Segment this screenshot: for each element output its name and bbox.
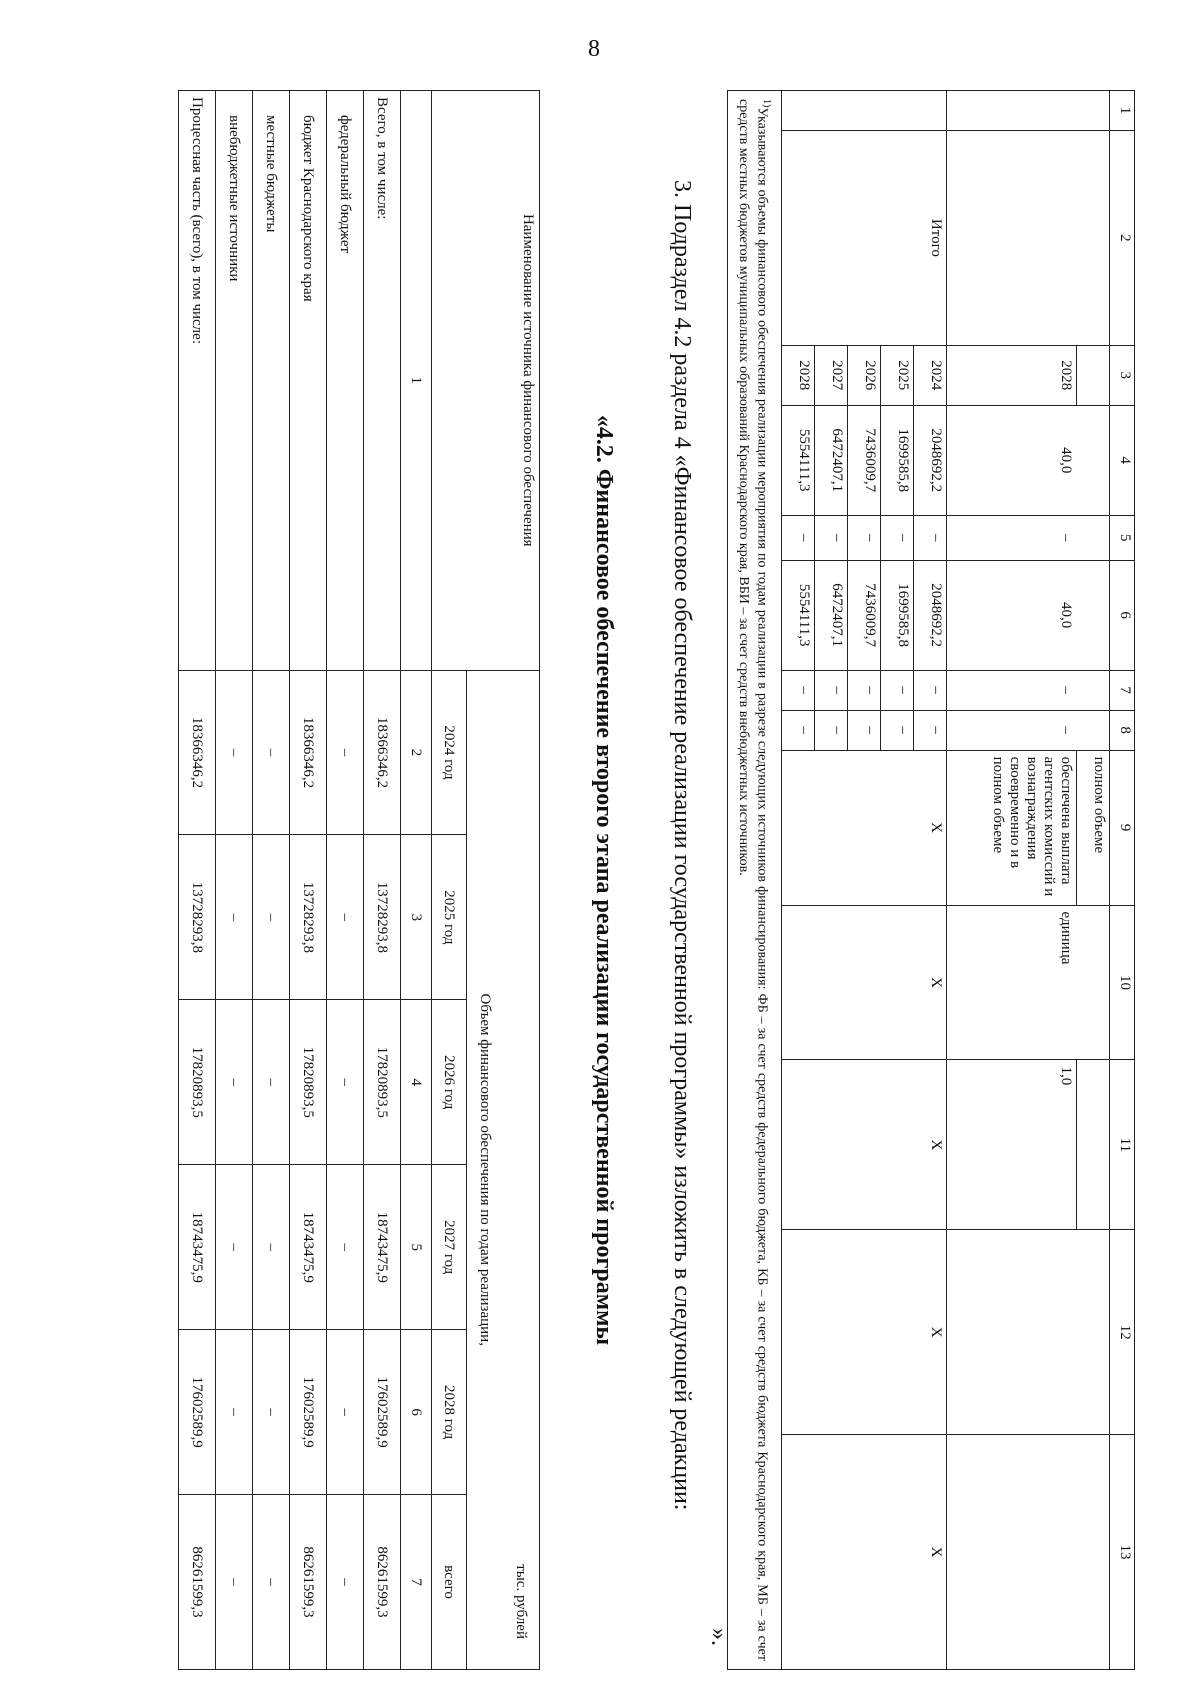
cell [1077,670,1110,710]
value-cell: – [216,1330,253,1495]
cell [947,91,1110,131]
value-cell: – [253,670,290,835]
header-cell: 10 [1110,905,1135,1060]
cell: 40,0 [947,405,1077,515]
year-header: 2024 год [432,670,467,835]
value-cell: 13728293,8 [364,835,401,1000]
cell [1077,1060,1110,1230]
cell [947,1230,1110,1435]
index-cell: 2 [401,670,432,835]
value-cell: 18743475,9 [179,1165,216,1330]
value-cell: 17820893,5 [290,1000,327,1165]
year-cell: 2028 [782,345,815,405]
footnote-mark: 1) [761,99,772,108]
amendment-paragraph: 3. Подраздел 4.2 раздела 4 «Финансовое обеспечение реализации государственной программы» изложить в следующей редакции: [669,180,695,1511]
unit-header: тыс. рублей [503,670,540,1669]
source-name: бюджет Краснодарского края [290,91,327,671]
value-cell: 18366346,2 [364,670,401,835]
value-cell: – [327,1000,364,1165]
value-cell: 18743475,9 [364,1165,401,1330]
value-cell: – [253,1330,290,1495]
cell: 7436009,7 [848,560,881,670]
table-row [364,91,401,1670]
value-cell: 86261599,3 [364,1495,401,1670]
value-cell: 86261599,3 [179,1495,216,1670]
cell: 1699585,8 [881,405,914,515]
header-cell: 1 [1110,91,1135,131]
year-cell: 2025 [881,345,914,405]
x-cell: X [782,905,947,1060]
cell: – [815,710,848,750]
year-cell: 2026 [848,345,881,405]
value-cell: 18366346,2 [179,670,216,835]
table-row [290,91,327,1670]
page-number: 8 [588,36,600,62]
cell: 6472407,1 [815,560,848,670]
header-cell: 7 [1110,670,1135,710]
cell: – [848,515,881,560]
source-name: внебюджетные источники [216,91,253,671]
cell: – [947,670,1077,710]
cell [947,130,1110,345]
header-cell: 13 [1110,1435,1135,1670]
index-cell: 1 [401,91,432,671]
result-description-cell: обеспечена выплата агентских комиссий и вознаграждения своевременно и в полном объеме [947,750,1077,905]
unit-cell: единица [947,905,1077,1060]
value-cell: – [216,670,253,835]
cell: – [848,670,881,710]
section-heading: «4.2. Финансовое обеспечение второго этапа реализации государственной программы [591,414,617,1346]
header-cell: 9 [1110,750,1135,905]
header-cell: 3 [1110,345,1135,405]
total-header: всего [432,1495,467,1670]
cell: 6472407,1 [815,405,848,515]
cell: – [782,670,815,710]
header-row [1110,91,1135,1670]
value-cell: 1,0 [947,1060,1077,1230]
value-cell: – [253,1495,290,1670]
value-cell: 17602589,9 [290,1330,327,1495]
value-cell: – [327,1165,364,1330]
cell: 7436009,7 [848,405,881,515]
index-cell: 4 [401,1000,432,1165]
header-cell: 4 [1110,405,1135,515]
header-cell: 12 [1110,1230,1135,1435]
footnote [728,91,782,1670]
footnote-row [728,91,782,1670]
source-name: Всего, в том числе: [364,91,401,671]
year-header: 2028 год [432,1330,467,1495]
cell: – [914,670,947,710]
index-cell: 5 [401,1165,432,1330]
cell: полном объеме [1077,750,1110,905]
footnote-text: Указываются объемы финансового обеспечения реализации мероприятия по годам реализации в разрезе следующих источников финансирования: ФБ – за счет средств федерального бюджета, КБ – за счет средств бюджета Краснодарского края, МБ – за счет средств местных бюджетов муниципальных образований Краснодарского края, ВБИ – за счет средств внебюджетных источников. [736,99,770,1661]
closing-quote: ». [706,1628,732,1646]
value-cell: 13728293,8 [179,835,216,1000]
cell: 5554111,3 [782,405,815,515]
value-cell: 18366346,2 [290,670,327,835]
value-cell: 18743475,9 [290,1165,327,1330]
cell: 1699585,8 [881,560,914,670]
value-cell: – [253,835,290,1000]
source-name: Процессная часть (всего), в том числе: [179,91,216,671]
cell [1077,345,1110,405]
value-cell: – [327,835,364,1000]
index-cell: 3 [401,835,432,1000]
value-cell: – [327,670,364,835]
x-cell: X [782,750,947,905]
value-cell: – [216,1495,253,1670]
volume-header: Объем финансового обеспечения по годам реализации, [467,670,504,1669]
header-cell: 11 [1110,1060,1135,1230]
cell: – [881,670,914,710]
x-cell: X [782,1435,947,1670]
top-table [727,90,1135,1670]
value-cell: 17820893,5 [179,1000,216,1165]
year-header: 2027 год [432,1165,467,1330]
cell [947,1435,1110,1670]
cell: – [782,515,815,560]
cell: – [947,710,1077,750]
value-cell: – [327,1330,364,1495]
cell [1077,405,1110,515]
cell [1077,710,1110,750]
value-cell: 17602589,9 [179,1330,216,1495]
value-cell: 13728293,8 [290,835,327,1000]
index-cell: 6 [401,1330,432,1495]
index-row [401,91,432,1670]
cell: – [881,710,914,750]
table-row [327,91,364,1670]
year-cell: 2027 [815,345,848,405]
year-cell: 2024 [914,345,947,405]
index-cell: 7 [401,1495,432,1670]
table-row [253,91,290,1670]
table-row [179,91,216,1670]
header-cell: 6 [1110,560,1135,670]
rotated-page-content [95,90,1135,1670]
year-header: 2026 год [432,1000,467,1165]
cell: 2048692,2 [914,405,947,515]
value-cell: – [216,835,253,1000]
cell: – [881,515,914,560]
x-cell: X [782,1060,947,1230]
year-header: 2025 год [432,835,467,1000]
x-cell: X [782,1230,947,1435]
year-cell: 2028 [947,345,1077,405]
cell: – [914,710,947,750]
cell: – [815,670,848,710]
header-cell: 8 [1110,710,1135,750]
cell: – [815,515,848,560]
itogo-row [914,91,947,1670]
source-name: федеральный бюджет [327,91,364,671]
source-header: Наименование источника финансового обеспечения [432,91,540,671]
itogo-label: Итого [782,130,947,345]
cell: – [914,515,947,560]
value-cell: 17602589,9 [364,1330,401,1495]
table-row [216,91,253,1670]
cell [782,91,947,131]
value-cell: – [253,1165,290,1330]
cell: – [848,710,881,750]
cell: 5554111,3 [782,560,815,670]
cell [1077,515,1110,560]
value-cell: – [216,1000,253,1165]
cell: – [782,710,815,750]
header-cell: 2 [1110,130,1135,345]
value-cell: – [327,1495,364,1670]
cell: – [947,515,1077,560]
cell [1077,905,1110,1060]
cell: 2048692,2 [914,560,947,670]
financing-table [178,90,540,1670]
source-name: местные бюджеты [253,91,290,671]
value-cell: – [253,1000,290,1165]
header-row [503,91,540,1670]
continuation-row [1077,91,1110,1670]
cell: 40,0 [947,560,1077,670]
value-cell: 17820893,5 [364,1000,401,1165]
header-cell: 5 [1110,515,1135,560]
value-cell: 86261599,3 [290,1495,327,1670]
cell [1077,560,1110,670]
value-cell: – [216,1165,253,1330]
